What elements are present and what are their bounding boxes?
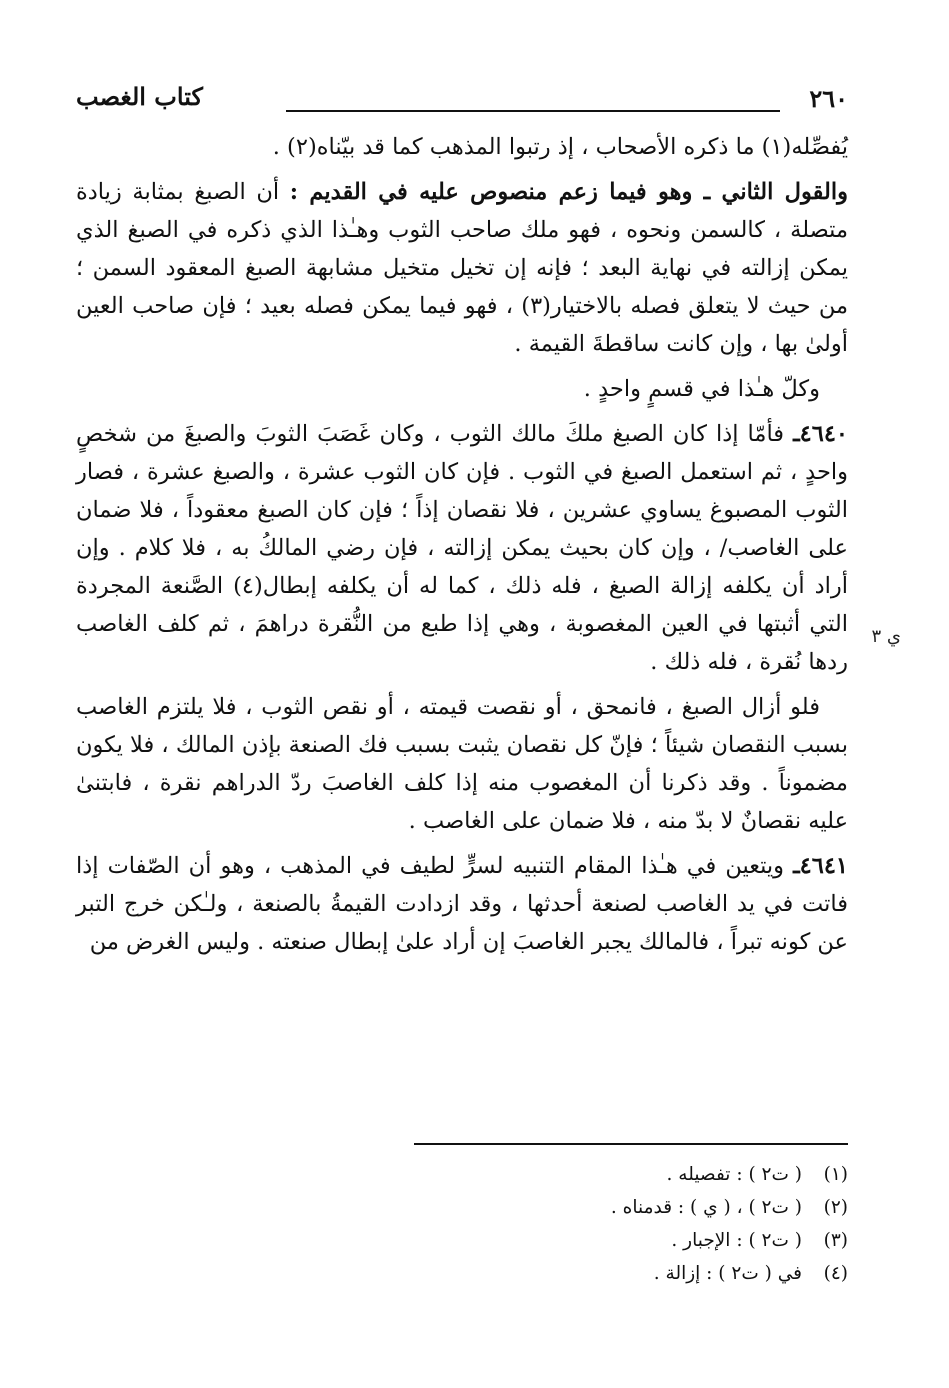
footnote-separator (414, 1143, 848, 1145)
paragraph-text: فلو أزال الصبغ ، فانمحق ، أو نقصت قيمته ، أو نقص الثوب ، فلا يلتزم الغاصب بسبب النقصان شيئاً ؛ فإنّ كل نقصان يثبت بسبب فك الصنعة بإذن المالك ، فلا يكون مضموناً . وقد ذكرنا أن المغصوب منه إذا كلف الغاصبَ ردّ الدراهم نقرة ، فابتنىٰ عليه نقصانٌ لا بدّ منه ، فلا ضمان على الغاصب . (76, 694, 848, 834)
footnote-text: في ( ت٢ ) : إزالة . (653, 1263, 802, 1284)
paragraph (76, 847, 848, 961)
footnote (148, 1257, 848, 1290)
paragraph (76, 688, 848, 840)
running-title: كتاب الغصب (76, 82, 203, 111)
paragraph-text: يُفصِّله(١) ما ذكره الأصحاب ، إذ رتبوا المذهب كما قد بيّناه(٢) . (272, 134, 848, 160)
manuscript-margin-note: ي ٣ (871, 626, 901, 647)
footnote-number: (٣) (823, 1230, 848, 1251)
paragraph-text: فأمّا إذا كان الصبغ ملكَ مالك الثوب ، وكان غَصَبَ الثوبَ والصبغَ من شخصٍ واحدٍ ، ثم استعمل الصبغ في الثوب . فإن كان الثوب عشرة ، والصبغ عشرة ، فصار الثوب المصبوغ يساوي عشرين ، فلا نقصان إذاً ؛ فإن كان الصبغ معقوداً ، فلا ضمان على الغاصب/ ، وإن كان بحيث يمكن إزالته ، فإن رضي المالكُ به ، فلا كلام . وإن أراد أن يكلفه إزالة الصبغ ، فله ذلك ، كما له أن يكلفه إبطال(٤) الصَّنعة المجردة التي أثبتها في العين المغصوبة ، وهي إذا طبع من النُّقرة دراهمَ ، ثم كلف الغاصب ردها نُقرة ، فله ذلك . (76, 421, 848, 675)
paragraph (76, 415, 848, 681)
page-header (76, 78, 848, 122)
footnote (148, 1158, 848, 1191)
paragraph-lead: والقول الثاني ـ وهو فيما زعم منصوص عليه في القديم : (289, 179, 848, 205)
footnote-text: ( ت٢ ) : الإجبار . (671, 1230, 802, 1251)
footnote-text: ( ت٢ ) ، ( ي ) : قدمناه . (610, 1197, 802, 1218)
section-number: ٤٦٤١ـ (793, 853, 848, 879)
page-number: ٢٦٠ (809, 84, 848, 113)
footnote-number: (٤) (823, 1263, 848, 1284)
footnote (148, 1191, 848, 1224)
paragraph (76, 128, 848, 166)
paragraph-text: ويتعين في هـٰذا المقام التنبيه لسرٍّ لطيف في المذهب ، وهو أن الصّفات إذا فاتت في يد الغاصب لصنعة أحدثها ، وقد ازدادت القيمةُ بالصنعة ، ولـٰكن خرج التبر عن كونه تبراً ، فالمالك يجبر الغاصبَ إن أراد علىٰ إبطال صنعته . وليس الغرض من (76, 853, 848, 955)
section-number: ٤٦٤٠ـ (793, 421, 848, 447)
paragraph (76, 370, 848, 408)
header-rule (286, 110, 780, 112)
footnote-text: ( ت٢ ) : تفصيله . (666, 1164, 802, 1185)
footnote (148, 1224, 848, 1257)
footnote-number: (٢) (823, 1197, 848, 1218)
footnotes (148, 1158, 848, 1290)
paragraph-text: أن الصبغ بمثابة زيادة متصلة ، كالسمن ونحوه ، فهو ملك صاحب الثوب وهـٰذا الذي ذكره في الصبغ الذي يمكن إزالته في نهاية البعد ؛ فإنه إن تخيل متخيل مشابهة الصبغ المعقود السمن ؛ من حيث لا يتعلق فصله بالاختيار(٣) ، فهو فيما يمكن فصله بعيد ؛ فإن صاحب العين أولىٰ بها ، وإن كانت ساقطةَ القيمة . (76, 179, 848, 357)
paragraph (76, 173, 848, 363)
footnote-number: (١) (823, 1164, 848, 1185)
main-text (76, 128, 848, 968)
paragraph-text: وكلّ هـٰذا في قسمٍ واحدٍ . (583, 376, 820, 402)
